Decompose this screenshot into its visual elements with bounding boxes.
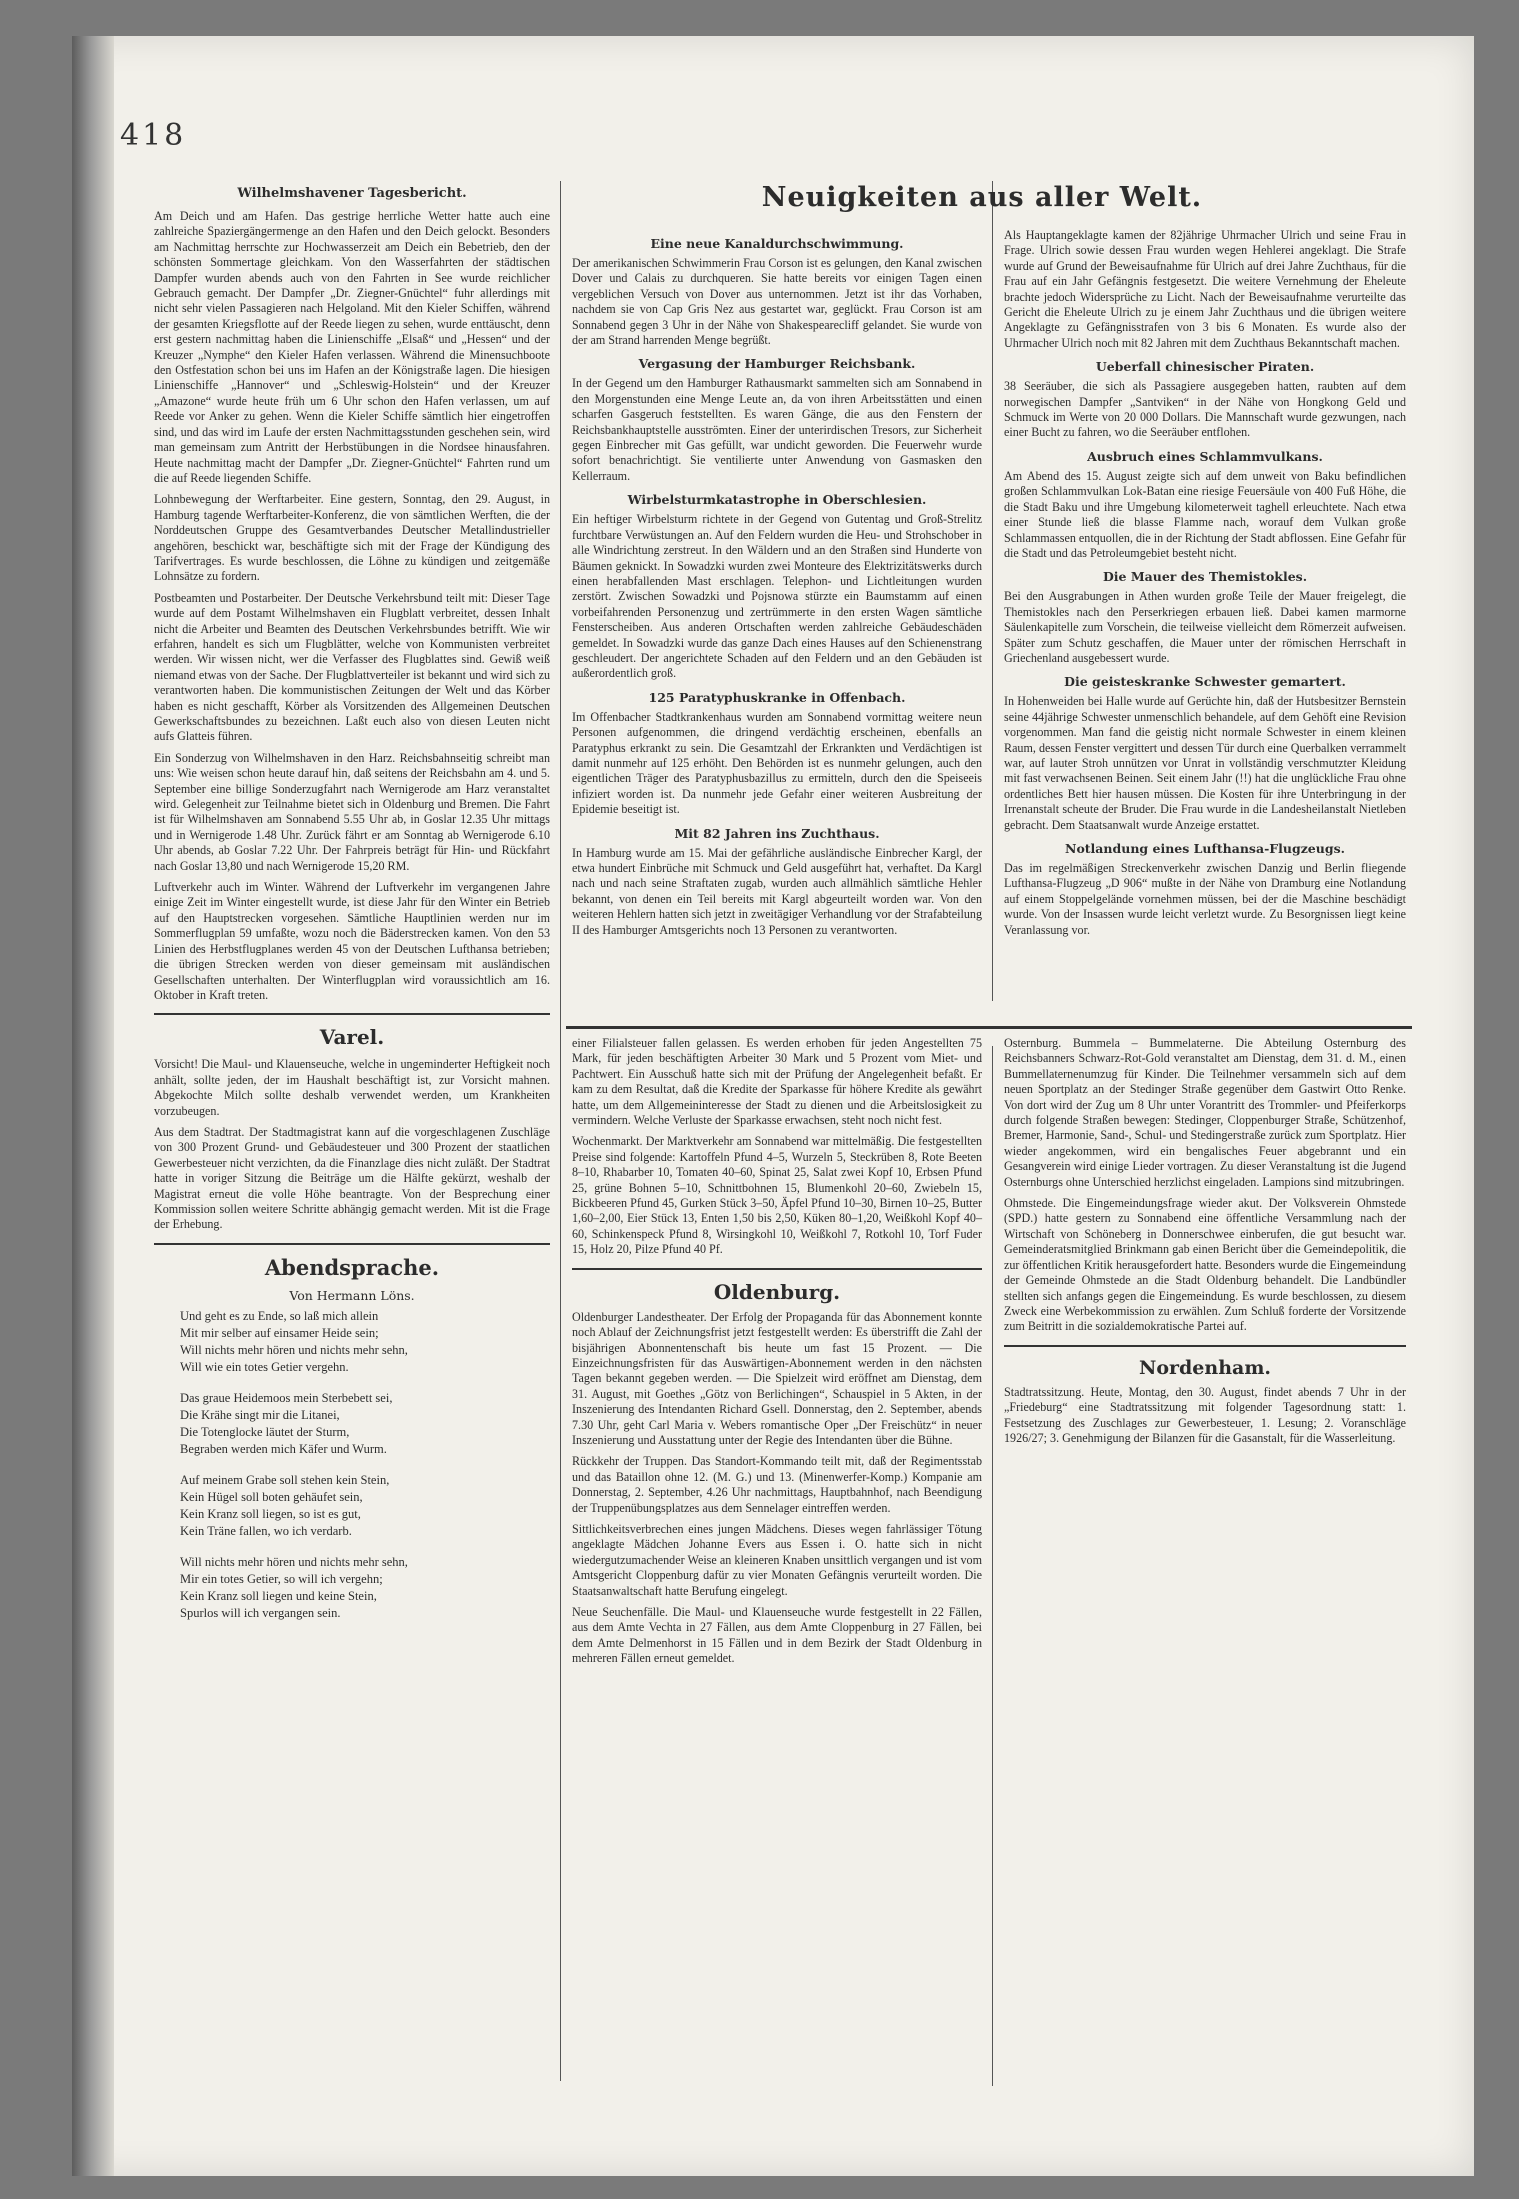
article-paragraph: Ein Sonderzug von Wilhelmshaven in den Harz. Reichsbahnseitig schreibt man uns: Wie weisen schon heute darauf hin, daß seitens der Reichsbahn am 4. und 5. September eine billige Sonderzugfahrt nach Wernigerode am Harz veranstaltet wird. Gelegenheit zur Teilnahme bietet sich in Oldenburg und Bremen. Die Fahrt ist für Wilhelmshaven am Sonnabend 5.55 Uhr ab, in Goslar 12.35 Uhr mittags und in Wernigerode 1.48 Uhr. Zurück fährt er am Sonntag ab Wernigerode 6.10 Uhr abends, ab Goslar 7.22 Uhr. Der Fahrpreis beträgt für Hin- und Rückfahrt nach Goslar 13,80 und nach Wernigerode 15,20 RM. (154, 750, 550, 873)
article-paragraph: Oldenburger Landestheater. Der Erfolg der Propaganda für das Abonnement konnte noch Ablauf der Zeichnungsfrist jetzt festgestellt werden: Es überstrifft die Zahl der bisjährigen Abonnentenschaft bis heute um fast 15 Prozent. — Die Einzeichnungsfristen für das Auswärtigen-Abonnement werden in den nächsten Tagen bekannt gegeben werden. — Die Spielzeit wird eröffnet am Dienstag, dem 31. August, mit Goethes „Götz von Berlichingen“, Schauspiel in 5 Akten, in der Inszenierung des Intendanten Richard Gsell. Donnerstag, den 2. September, abends 7.30 Uhr, geht Carl Maria v. Webers romantische Oper „Der Freischütz“ in neuer Inszenierung und Ausstattung unter der Regie des Intendanten über die Bühne. (572, 1309, 982, 1447)
newspaper-page (72, 36, 1474, 2176)
article-body: Bei den Ausgrabungen in Athen wurden große Teile der Mauer freigelegt, die Themistokles nach den Perserkriegen erbauen ließ. Dabei kamen marmorne Säulenkapitelle zum Vorschein, die teilweise vielleicht dem Römerzeit aufweisen. Später zum Schutz geschaffen, die Mauer unter der römischen Herrschaft in Griechenland ausgebessert wurde. (1004, 589, 1406, 665)
article-headline: Vergasung der Hamburger Reichsbank. (638, 356, 916, 372)
poem-line: Kein Hügel soll boten gehäufet sein, (180, 1489, 363, 1504)
oldenburg-items (572, 1310, 982, 1667)
poem-line: Will wie ein totes Getier vergehn. (180, 1359, 349, 1374)
article-headline: 125 Paratyphuskranke in Offenbach. (648, 689, 906, 705)
article-paragraph: Ohmstede. Die Eingemeindungsfrage wieder akut. Der Volksverein Ohmstede (SPD.) hatte gestern zu Sonnabend eine öffentliche Versammlung nach der Wirtschaft von Schöneberg in Donnerschwee einberufen, die gut besucht war. Gemeinderatsmitglied Brinkmann gab einen Bericht über die Gemeindepolitik, die zur öffentlichen Kritik herausgefordert hatte. Besonders wurde die Eingemeindung der Gemeinde Ohmstede an die Stadt Oldenburg behandelt. Die Landbündler stellten sich anfangs gegen die Eingemeindung. Es wurde beschlossen, zu diesem Zweck eine Werbekommission zu erwählen. Zum Schluß forderte der Vorsitzende zum Beitritt in die sozialdemokratische Partei auf. (1004, 1196, 1406, 1334)
article-paragraph: Luftverkehr auch im Winter. Während der Luftverkehr im vergangenen Jahre einige Zeit im Winter eingestellt wurde, ist diese Jahr für den Winter ein Betrieb auf den Hauptstrecken vorgesehen. Sämtliche Hauptlinien werden nur im Sommerflugplan 59 umfaßte, wozu noch die Bäderstrecken kamen. Von den 53 Linien des Herbstflugplanes werden 45 von der Deutschen Lufthansa betrieben; die übrigen Strecken werden von dieser gemeinsam mit ausländischen Gesellschaften unterhalten. Der Winterflugplan wird voraussichtlich am 16. Oktober in Kraft treten. (154, 880, 550, 1002)
article-body: In Hamburg wurde am 15. Mai der gefährliche ausländische Einbrecher Kargl, der etwa hundert Einbrüche mit Schmuck und Geld ausgeführt hat, verhaftet. Da Kargl nach und nach seine Straftaten zugab, wurden auch allmählich sämtliche Hehler bekannt, von denen ein Teil bereits mit Kargl abgeurteilt worden war. Von den weiteren Hehlern hatten sich jetzt in zweitägiger Verhandlung vor der Strafabteilung II des Hamburger Amtsgerichts noch 13 Personen zu verantworten. (572, 845, 982, 937)
article-headline: Notlandung eines Lufthansa-Flugzeugs. (1065, 841, 1345, 856)
varel-title: Varel. (319, 1025, 385, 1050)
article-paragraph: Am Deich und am Hafen. Das gestrige herrliche Wetter hatte auch eine zahlreiche Spaziergängermenge an den Hafen und den Deich gelockt. Besonders am Nachmittag herrschte zur Hochwasserzeit am Deich ein Bebetrieb, den der schönsten Sommertage gleichkam. Von den Wasserfahrten der städtischen Dampfer wurden abends auch von den Fahrten in See wurde reichlicher Gebrauch gemacht. Der Dampfer „Dr. Ziegner-Gnüchtel“ fuhr allerdings mit nicht sehr vielen Passagieren nach Helgoland. Mit den Kieler Schiffen, während der gesamten Kriegsflotte auf der Reede liegen zu sehen, wurde enttäuscht, denn erst gestern nachmittag haben die Linienschiffe „Elsaß“ und „Hessen“ und der Kreuzer „Nymphe“ den Kieler Hafen verlassen. Während die Minensuchboote den Ostfestation schon bei uns im Hafen an der Königstraße lagen. Die hiesigen Linienschiffe „Hannover“ und „Schleswig-Holstein“ und der Kreuzer „Amazone“ wurde heute früh um 6 Uhr schon den Hafen verlassen, um auf Reede vor Anker zu gehen. Wenn die Kieler Schiffe sämtlich hier eingetroffen sind, und das wird im Laufe der ersten Nachmittagsstunden geschehen sein, wird man gemeinsam zum Antritt der Herbstübungen in die Nordsee hinausfahren. Heute nachmittag macht der Dampfer „Dr. Ziegner-Gnüchtel“ Fahrten rund um die auf Reede liegenden Schiffe. (154, 209, 550, 485)
article-body: In Hohenweiden bei Halle wurde auf Gerüchte hin, daß der Hutsbesitzer Bernstein seine 44jährige Schwester unmenschlich behandele, auf dem Gehöft eine Revision vorgenommen. Man fand die geistig nicht normale Schwester in einem kleinen Raum, dessen Fenster vergittert und dessen Tür durch eine Querbalken verrammelt war, auf lauter Stroh unnützen vor Unrat in vollständig verschmutzter Kleidung mit fast verwachsenen Beinen. Seit einem Jahr (!!) hat die unglückliche Frau ohne ordentliches Bett hier hausen müssen. Die Kosten für ihre Unterbringung in der Irrenanstalt scheute der Bruder. Die Frau wurde in die Landesheilanstalt Nietleben gebracht. Dem Staatsanwalt wurde Anzeige erstattet. (1004, 694, 1406, 832)
column-world-news (572, 182, 1203, 1091)
column-local-news (154, 186, 550, 2146)
poem-author: Von Hermann Löns. (289, 1287, 415, 1303)
article-paragraph: Postbeamten und Postarbeiter. Der Deutsche Verkehrsbund teilt mit: Dieser Tage wurde auf dem Postamt Wilhelmshaven ein Flugblatt verbreitet, dessen Inhalt nicht die Arbeiter und Beamten des Deutschen Verkehrsbundes betrifft. Wie wir erfahren, handelt es sich um Flugblätter, welche von Kommunisten verbreitet werden. Wir wissen nicht, wer die Verfasser des Flugblattes sind. Gewiß weiß niemand etwas von der Sache. Der Flugblattverteiler ist bekannt und wird sich zu verantworten haben. Die kommunistischen Zeitungen der Welt und das Körber haben es nicht geschafft, Körber als Vorsitzenden des Allgemeinen Deutschen Gewerkschaftsbundes zu bezeichnen. Laßt euch also von diesen Leuten nicht aufs Glatteis führen. (154, 590, 550, 744)
poem-stanza (154, 1554, 550, 1622)
oldenburg-title: Oldenburg. (713, 1279, 841, 1304)
column-oldenburg (572, 1036, 982, 2106)
local-cont-items (1004, 1036, 1406, 1335)
poem-line: Will nichts mehr hören und nichts mehr sehn, (180, 1554, 408, 1569)
poem-stanza (154, 1390, 550, 1458)
poem-line: Das graue Heidemoos mein Sterbebett sei, (180, 1390, 393, 1405)
article-headline: Ausbruch eines Schlammvulkans. (1087, 448, 1323, 464)
poem-line: Mit mir selber auf einsamer Heide sein; (180, 1325, 379, 1340)
poem-line: Und geht es zu Ende, so laß mich allein (180, 1308, 379, 1323)
article-headline: Die Mauer des Themistokles. (1102, 569, 1308, 585)
nordenham-title: Nordenham. (1138, 1356, 1272, 1379)
poem-line: Die Krähe singt mir die Litanei, (180, 1407, 340, 1422)
column-rule (992, 181, 993, 1001)
column-world-news-cont (1004, 228, 1406, 988)
oldenburg-lead-paragraphs (572, 1036, 982, 1258)
poem-line: Kein Kranz soll liegen und keine Stein, (180, 1588, 377, 1603)
article-headline: Wirbelsturmkatastrophe in Oberschlesien. (627, 492, 927, 508)
divider (154, 1243, 550, 1245)
poem-line: Kein Kranz soll liegen, so ist es gut, (180, 1506, 361, 1521)
article-body: 38 Seeräuber, die sich als Passagiere ausgegeben hatten, raubten auf dem norwegischen Dampfer „Santviken“ in der Nähe von Hongkong Geld und Schmuck im Werte von 20 000 Dollars. Die Mannschaft wurde gezwungen, nach einer Bucht zu fahren, wo die Seeräuber entflohen. (1004, 379, 1406, 440)
varel-paragraphs (154, 1057, 550, 1232)
world-news-cont-paragraphs (1004, 228, 1406, 351)
article-headline: Mit 82 Jahren ins Zuchthaus. (674, 825, 880, 841)
article-headline: Die geisteskranke Schwester gemartert. (1064, 674, 1346, 690)
poem-line: Will nichts mehr hören und nichts mehr sehn, (180, 1342, 408, 1357)
article-body: In der Gegend um den Hamburger Rathausmarkt sammelten sich am Sonnabend in den Morgenstunden eine Menge Leute an, da von ihren Arbeitsstätten und einen scharfen Gasgeruch feststellten. Es waren Gänge, die aus den Fenstern der Reichsbankhauptstelle ausströmten. Einer der unterirdischen Tresors, zur Sicherheit gegen Einbrecher mit Gas gefüllt, war undicht geworden. Die Feuerwehr wurde sofort benachrichtigt. Sie ventilierte unter Anwendung von Gasmasken den Kellerraum. (572, 376, 982, 483)
poem-line: Die Totenglocke läutet der Sturm, (180, 1424, 350, 1439)
page-number: 418 (120, 118, 187, 153)
section-title: Wilhelmshavener Tagesbericht. (237, 186, 467, 201)
poem-line: Mir ein totes Getier, so will ich vergehn; (180, 1571, 383, 1586)
divider (572, 1268, 982, 1270)
world-news-cont-items (1004, 359, 1406, 938)
binding-edge (72, 36, 114, 2176)
world-news-banner: Neuigkeiten aus aller Welt. (761, 182, 1203, 213)
divider (1004, 1345, 1406, 1347)
article-body: Ein heftiger Wirbelsturm richtete in der Gegend von Gutentag und Groß-Strelitz furchtbare Verwüstungen an. Auf den Feldern wurden die Heu- und Strohschober in alle Windrichtung zerstreut. In den Wäldern und an den Straßen sind Hunderte von Bäumen geknickt. In Sowadzki wurden zwei Monteure des Elektrizitätswerks durch einen herabfallenden Mast erschlagen. Telephon- und Lichtleitungen wurden zerstört. Zwischen Sowadzki und Pojsnowa stürzte ein Baumstamm auf einen vorbeifahrenden Personenzug und zertrümmerte in den ersten Wagen sämtliche Fensterscheiben. Aus anderen Ortschaften werden zahlreiche Gebäudeschäden gemeldet. In Sowadzki wurde das ganze Dach eines Hauses auf den Schienenstrang geschleudert. Der angerichtete Schaden auf den Feldern und an den Gebäuden ist außerordentlich groß. (572, 512, 982, 681)
article-body: Das im regelmäßigen Streckenverkehr zwischen Danzig und Berlin fliegende Lufthansa-Flugzeug „D 906“ mußte in der Nähe von Dramburg eine Notlandung auf einem Stoppelgelände vornehmen müssen, bei der die Maschine beschädigt wurde. Von der Insassen wurde leicht verletzt wurde. Zu Besorgnissen liegt keine Veranlassung vor. (1004, 861, 1406, 937)
column-rule (560, 181, 561, 2081)
article-paragraph: Sittlichkeitsverbrechen eines jungen Mädchens. Dieses wegen fahrlässiger Tötung angeklagte Mädchen Johanne Evers aus Essen i. O. hatte sich in nicht wiedergutzumachender Weise an kleineren Knaben unsittlich vergangen und ist vom Amtsgericht Cloppenburg dafür zu vier Monaten Gefängnis verurteilt worden. Die Staatsanwaltschaft hatte Berufung eingelegt. (572, 1521, 982, 1598)
article-headline: Eine neue Kanaldurchschwimmung. (650, 236, 904, 251)
article-paragraph: Lohnbewegung der Werftarbeiter. Eine gestern, Sonntag, den 29. August, in Hamburg tagende Werftarbeiter-Konferenz, die von sämtlichen Werften, die der Norddeutschen Gruppe des Gesamtverbandes Deutscher Metallindustrieller angehören, beschickt war, beschäftigte sich mit der Frage der Kündigung des Tarifvertrages. Es wurde beschlossen, die Löhne zu kündigen und zeitgemäße Lohnsätze zu fordern. (154, 492, 550, 584)
divider (154, 1013, 550, 1015)
article-headline: Ueberfall chinesischer Piraten. (1095, 359, 1315, 375)
article-body: Am Abend des 15. August zeigte sich auf dem unweit von Baku befindlichen großen Schlammvulkan Lok-Batan eine riesige Feuersäule von 400 Fuß Höhe, die die Stadt Baku und ihre Umgebung kilometerweit taghell erleuchtete. Nach etwa einer Stunde ließ die blasse Flamme nach, worauf dem Vulkan große Schlammassen entquollen, die in der Richtung der Stadt abflossen. Eine Gefahr für die Stadt und das Petroleumgebiet besteht nicht. (1004, 468, 1407, 560)
world-news-items (572, 236, 982, 938)
article-paragraph: Als Hauptangeklagte kamen der 82jährige Uhrmacher Ulrich und seine Frau in Frage. Ulrich sowie dessen Frau wurden wegen Hehlerei angeklagt. Die Strafe wurde auf Grund der Beweisaufnahme für Ulrich auf drei Jahre Zuchthaus, für die Frau auf ein Jahr Gefängnis festgesetzt. Die weitere Vernehmung der Eheleute brachte jedoch Widersprüche zu Licht. Nach der Beweisaufnahme verurteilte das Gericht die Eheleute Ulrich zu je einem Jahr Zuchthaus und die übrigen weitere Angeklagte zu Gefängnisstrafen von 3 bis 6 Monaten. Es wurde also der Uhrmacher Ulrich noch mit 82 Jahren mit dem Zuchthaus Bekanntschaft machen. (1004, 228, 1406, 350)
poem (154, 1308, 550, 1622)
poem-stanza (154, 1472, 550, 1540)
article-paragraph: Vorsicht! Die Maul- und Klauenseuche, welche in ungeminderter Heftigkeit noch anhält, sollte jeden, der im Haushalt beschäftigt ist, zur Vorsicht mahnen. Abgekochte Milch sollte deshalb verwendet werden, um Krankheiten vorzubeugen. (154, 1057, 550, 1118)
poem-line: Kein Träne fallen, wo ich verdarb. (180, 1523, 352, 1538)
poem-title: Abendsprache. (264, 1254, 440, 1280)
horizontal-divider (566, 1026, 1412, 1029)
article-paragraph: Wochenmarkt. Der Marktverkehr am Sonnabend war mittelmäßig. Die festgestellten Preise sind folgende: Kartoffeln Pfund 4–5, Wurzeln 5, Steckrüben 8, Rote Beeten 8–10, Rhabarber 10, Tomaten 40–60, Spinat 25, Salat zwei Kopf 10, Erbsen Pfund 25, grüne Bohnen 5–10, Schnittbohnen 15, Blumenkohl 20–60, Zwiebeln 15, Bickbeeren Pfund 45, Gurken Stück 3–50, Äpfel Pfund 10–30, Birnen 10–25, Butter 1,60–2,00, Eier Stück 13, Enten 1,50 bis 2,50, Küken 80–1,20, Weißkohl Kopf 40–60, Schinkenspeck Pfund 8, Wirsingkohl 10, Weißkohl 7, Rotkohl 10, Torf Fuder 15, Holz 20, Pilze Pfund 40 Pf. (572, 1134, 982, 1257)
poem-stanza (154, 1308, 550, 1376)
poem-line: Begraben werden mich Käfer und Wurm. (180, 1441, 387, 1456)
article-paragraph: Aus dem Stadtrat. Der Stadtmagistrat kann auf die vorgeschlagenen Zuschläge von 300 Prozent Grund- und Gebäudesteuer und 300 Prozent der staatlichen Gewerbesteuer nicht verzichten, da die Finanzlage dies nicht zuläßt. Der Stadtrat hatte in voriger Sitzung die Beiträge um die Hälfte gekürzt, weshalb der Magistrat erneut die volle Höhe beantragte. Von der Besprechung einer Kommission sollen weitere Schritte abhängig gemacht werden. Mit ist die Frage der Erhebung. (154, 1124, 550, 1232)
local-news-paragraphs (154, 209, 550, 1003)
article-paragraph: einer Filialsteuer fallen gelassen. Es werden erhoben für jeden Angestellten 75 Mark, für jeden beschäftigten Arbeiter 30 Mark und 5 Prozent vom Miet- und Pachtwert. Ein Ausschuß hatte sich mit der Prüfung der Angelegenheit befaßt. Er kam zu dem Resultat, daß die Kredite der Sparkasse für höhere Kredite als gewährt hatte, um dem Allgemeininteresse der Stadt zu dienen und die Arbeitslosigkeit zu vermindern. Welche Verluste der Sparkasse erwachsen, steht noch nicht fest. (572, 1036, 982, 1128)
article-paragraph: Osternburg. Bummela – Bummelaterne. Die Abteilung Osternburg des Reichsbanners Schwarz-Rot-Gold veranstaltet am Dienstag, dem 31. d. M., einen Bummellaternenumzug für Kinder. Die Teilnehmer versammeln sich auf dem neuen Sportplatz an der Stedinger Straße gegenüber dem Gastwirt Otto Renke. Von dort wird der Zug um 8 Uhr unter Vorantritt des Trommler- und Pfeiferkorps durch folgende Straßen bewegen: Stedinger, Cloppenburger Straße, Schützenhof, Bremer, Harmonie, Sand-, Schul- und Stedingerstraße zurück zum Sportplatz. Hier wieder angekommen, wird ein bengalisches Feuer abgebrannt und ein Gesangverein wird einige Lieder vortragen. Zu dieser Veranstaltung ist die Jugend Osternburgs ohne Unterschied herzlichst eingeladen. Lampions sind mitzubringen. (1004, 1036, 1406, 1189)
article-body: Im Offenbacher Stadtkrankenhaus wurden am Sonnabend vormittag weitere neun Personen aufgenommen, die dringend verdächtig erscheinen, ebenfalls an Paratyphus erkrankt zu sein. Die Gesamtzahl der Erkrankten und Verdächtigen ist damit nunmehr auf 125 erhöht. Den Behörden ist es nunmehr gelungen, auch den eigentlichen Träger des Paratyphusbazillus zu ermitteln, durch den die Speiseeis infiziert worden ist. Da nunmehr jede Gefahr einer weiteren Ausbreitung der Epidemie beseitigt ist. (572, 709, 982, 817)
poem-line: Auf meinem Grabe soll stehen kein Stein, (180, 1472, 390, 1487)
nordenham-text: Stadtratssitzung. Heute, Montag, den 30. August, findet abends 7 Uhr in der „Friedeburg“ eine Stadtratssitzung mit folgender Tagesordnung statt: 1. Festsetzung des Zuschlages zur Gewerbesteuer, 1. Lesung; 2. Voranschläge 1926/27; 3. Genehmigung der Bilanzen für die Gasanstalt, für die Wasserleitung. (1004, 1384, 1406, 1445)
article-paragraph: Rückkehr der Truppen. Das Standort-Kommando teilt mit, daß der Regimentsstab und das Bataillon ohne 12. (M. G.) und 13. (Minenwerfer-Komp.) Kompanie am Donnerstag, 2. September, 4.26 Uhr nachmittags, Hauptbahnhof, nach Beendigung der Truppenübungsplatzes aus dem Sennelager eintreffen werden. (572, 1454, 982, 1515)
poem-line: Spurlos will ich vergangen sein. (180, 1605, 341, 1620)
column-rule (992, 1046, 993, 2086)
article-paragraph: Neue Seuchenfälle. Die Maul- und Klauenseuche wurde festgestellt in 22 Fällen, aus dem Amte Vechta in 27 Fällen, aus dem Amte Cloppenburg in 27 Fällen, bei dem Amte Delmenhorst in 15 Fällen und in dem Bezirk der Stadt Oldenburg in mehreren Fällen erneut gemeldet. (572, 1605, 982, 1666)
article-body: Der amerikanischen Schwimmerin Frau Corson ist es gelungen, den Kanal zwischen Dover und Calais zu durchqueren. Sie hatte bereits vor einigen Tagen einen vergeblichen Versuch von Dover aus unternommen. Jetzt ist ihr das Vorhaben, nachdem sie von Cap Gris Nez aus gestartet war, geglückt. Frau Corson ist am Sonnabend gegen 3 Uhr in der Nähe von Shakespearecliff gelandet. Sie wurde von der am Strand harrenden Menge begrüßt. (572, 256, 982, 348)
column-local-cont (1004, 1036, 1406, 2106)
